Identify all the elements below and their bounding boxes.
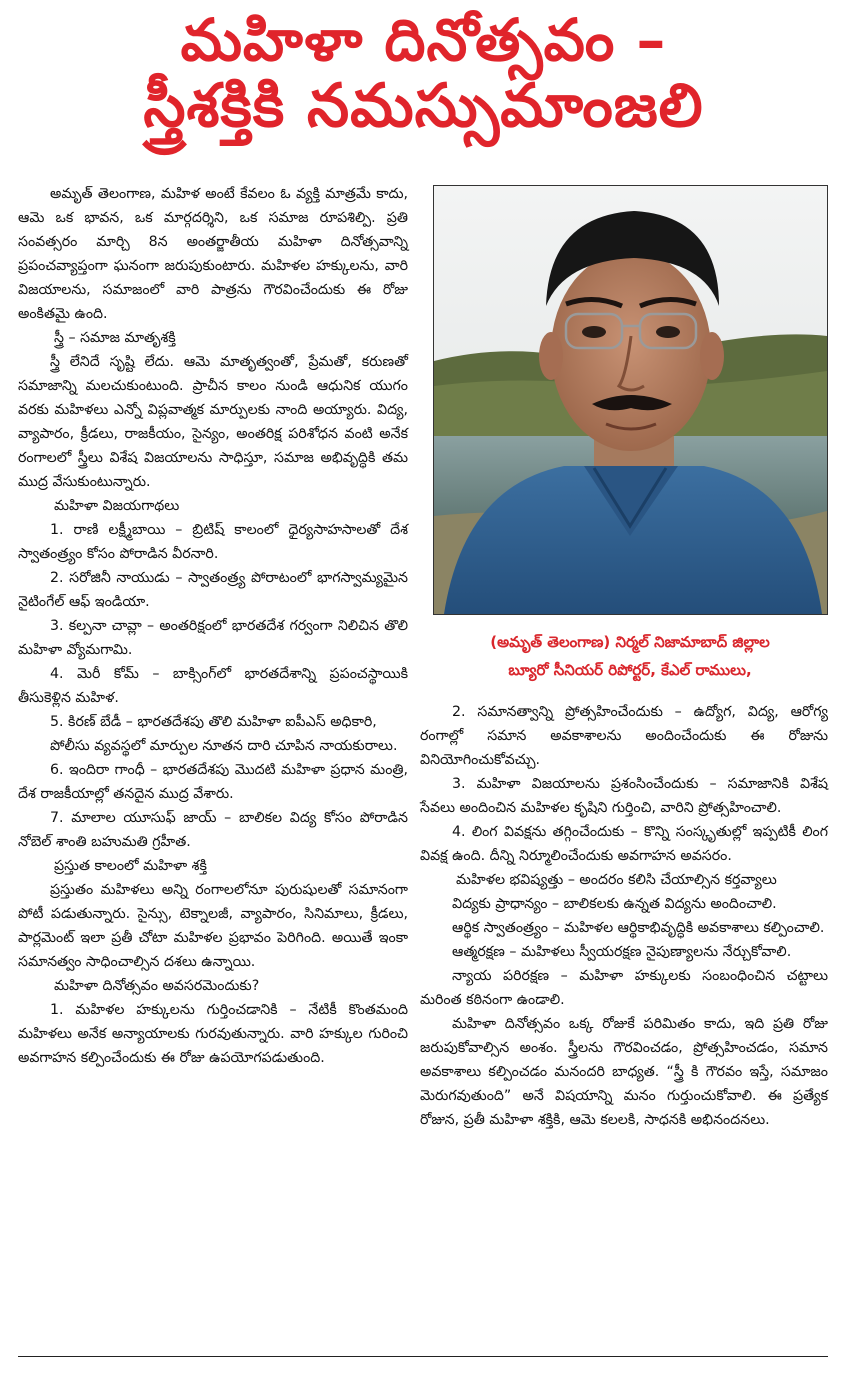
- paragraph: 3. మహిళా విజయాలను ప్రశంసించేందుకు – సమాజానికి విశేష సేవలు అందించిన మహిళల కృషిని గుర్తించి, వారిని ప్రోత్సహించాలి.: [420, 776, 828, 816]
- headline-line-1: మహిళా దినోత్సవం –: [180, 6, 667, 74]
- section-heading: స్త్రీ – సమాజ మాతృశక్తి: [54, 330, 176, 346]
- paragraph: 5. కిరణ్ బేడీ – భారతదేశపు తొలి మహిళా ఐపీఎస్ అధికారి,: [50, 714, 377, 730]
- section-heading: మహిళల భవిష్యత్తు – అందరం కలిసి చేయాల్సిన కర్తవ్యాలు: [456, 872, 777, 888]
- paragraph: ఆర్థిక స్వాతంత్ర్యం – మహిళల ఆర్థికాభివృద్ధికి అవకాశాలు కల్పించాలి.: [452, 920, 825, 936]
- section-heading: మహిళా విజయగాథలు: [54, 498, 180, 514]
- paragraph: ప్రస్తుతం మహిళలు అన్ని రంగాలలోనూ పురుషులతో సమానంగా పోటీ పడుతున్నారు. సైన్సు, టెక్నాలజీ, వ్యాపారం, సినిమాలు, క్రీడలు, పార్లమెంట్ ఇలా ప్రతీ చోటా మహిళల ప్రభావం పెరిగింది. అయితే ఇంకా సమానత్వం సాధించాల్సిన దశలు ఉన్నాయి.: [18, 882, 408, 970]
- caption-line-1: (అమృత్ తెలంగాణ) నిర్మల్ నిజామాబాద్ జిల్లాల: [490, 633, 770, 651]
- left-text-column: [18, 182, 408, 1070]
- paragraph: విద్యకు ప్రాధాన్యం – బాలికలకు ఉన్నత విద్యను అందించాలి.: [452, 896, 777, 912]
- paragraph: 4. మెరీ కోమ్ – బాక్సింగ్‌లో భారతదేశాన్ని ప్రపంచస్థాయికి తీసుకెళ్లిన మహిళ.: [18, 666, 408, 706]
- paragraph: 7. మాలాల యూసుఫ్ జాయ్ – బాలికల విద్య కోసం పోరాడిన నోబెల్ శాంతి బహుమతి గ్రహీత.: [18, 810, 408, 850]
- section-heading: ప్రస్తుత కాలంలో మహిళా శక్తి: [54, 858, 207, 874]
- paragraph: 3. కల్పనా చావ్లా – అంతరిక్షంలో భారతదేశ గర్వంగా నిలిచిన తొలి మహిళా వ్యోమగామి.: [18, 618, 408, 658]
- paragraph: స్త్రీ లేనిదే సృష్టి లేదు. ఆమె మాతృత్వంతో, ప్రేమతో, కరుణతో సమాజాన్ని మలచుకుంటుంది. ప్రాచీన కాలం నుండి ఆధునిక యుగం వరకు మహిళలు ఎన్నో విప్లవాత్మక మార్పులకు నాంది అయ్యారు. విద్య, వ్యాపారం, క్రీడలు, రాజకీయం, సైన్యం, అంతరిక్ష పరిశోధన వంటి అనేక రంగాలలో స్త్రీలు విశేష విజయాలను సాధిస్తూ, సమాజ అభివృద్ధికి తమ ముద్ర వేసుకుంటున్నారు.: [18, 354, 408, 490]
- paragraph: ఆత్మరక్షణ – మహిళలు స్వీయరక్షణ నైపుణ్యాలను నేర్చుకోవాలి.: [452, 944, 792, 960]
- bottom-rule: [18, 1356, 828, 1357]
- right-text-column: [420, 700, 828, 1132]
- paragraph: పోలీసు వ్యవస్థలో మార్పుల నూతన దారి చూపిన నాయకురాలు.: [50, 738, 398, 754]
- paragraph: 2. సమానత్వాన్ని ప్రోత్సహించేందుకు – ఉద్యోగ, విద్య, ఆరోగ్య రంగాల్లో సమాన అవకాశాలను అందించేందుకు ఈ రోజును వినియోగించుకోవచ్చు.: [420, 704, 828, 768]
- paragraph: 2. సరోజినీ నాయుడు – స్వాతంత్ర్య పోరాటంలో భాగస్వామ్యమైన నైటింగేల్ ఆఫ్ ఇండియా.: [18, 570, 408, 610]
- paragraph: అమృత్ తెలంగాణ, మహిళ అంటే కేవలం ఓ వ్యక్తి మాత్రమే కాదు, ఆమె ఒక భావన, ఒక మార్గదర్శిని, ఒక సమాజ రూపశిల్పి. ప్రతి సంవత్సరం మార్చి 8న అంతర్జాతీయ మహిళా దినోత్సవాన్ని ప్రపంచవ్యాప్తంగా ఘనంగా జరుపుకుంటారు. మహిళల హక్కులను, వారి విజయాలను, సమాజంలో వారి పాత్రను గౌరవించేందుకు ఈ రోజు అంకితమై ఉంది.: [18, 186, 408, 322]
- reporter-photo: [433, 185, 828, 615]
- paragraph: న్యాయ పరిరక్షణ – మహిళా హక్కులకు సంబంధించిన చట్టాలు మరింత కఠినంగా ఉండాలి.: [420, 968, 828, 1008]
- paragraph: 6. ఇందిరా గాంధీ – భారతదేశపు మొదటి మహిళా ప్రధాన మంత్రి, దేశ రాజకీయాల్లో తనదైన ముద్ర వేశారు.: [18, 762, 408, 802]
- headline: [0, 8, 847, 140]
- section-heading: మహిళా దినోత్సవం అవసరమెందుకు?: [54, 978, 260, 994]
- paragraph: 1. రాణి లక్ష్మీబాయి – బ్రిటిష్ కాలంలో ధైర్యసాహసాలతో దేశ స్వాతంత్ర్యం కోసం పోరాడిన వీరనారి.: [18, 522, 408, 562]
- photo-caption: [420, 628, 840, 684]
- paragraph: 4. లింగ వివక్షను తగ్గించేందుకు – కొన్ని సంస్కృతుల్లో ఇప్పటికీ లింగ వివక్ష ఉంది. దీన్ని నిర్మూలించేందుకు అవగాహన అవసరం.: [420, 824, 828, 864]
- paragraph: 1. మహిళల హక్కులను గుర్తించడానికి – నేటికీ కొంతమంది మహిళలు అనేక అన్యాయాలకు గురవుతున్నారు. వారి హక్కుల గురించి అవగాహన కల్పించేందుకు ఈ రోజు ఉపయోగపడుతుంది.: [18, 1002, 408, 1066]
- paragraph: మహిళా దినోత్సవం ఒక్క రోజుకే పరిమితం కాదు, ఇది ప్రతి రోజు జరుపుకోవాల్సిన అంశం. స్త్రీలను గౌరవించడం, ప్రోత్సహించడం, సమాన అవకాశాలు కల్పించడం మనందరి బాధ్యత. “స్త్రీ కి గౌరవం ఇస్తే, సమాజం మెరుగవుతుంది” అనే విషయాన్ని మనం గుర్తుంచుకోవాలి. ఈ ప్రత్యేక రోజున, ప్రతీ మహిళా శక్తికి, ఆమె కలలకి, సాధనకి అభినందనలు.: [420, 1016, 828, 1128]
- headline-line-2: స్త్రీశక్తికి నమస్సుమాంజలి: [143, 70, 704, 141]
- caption-line-2: బ్యూరో సీనియర్ రిపోర్టర్, కేఎల్ రాములు,: [508, 661, 752, 679]
